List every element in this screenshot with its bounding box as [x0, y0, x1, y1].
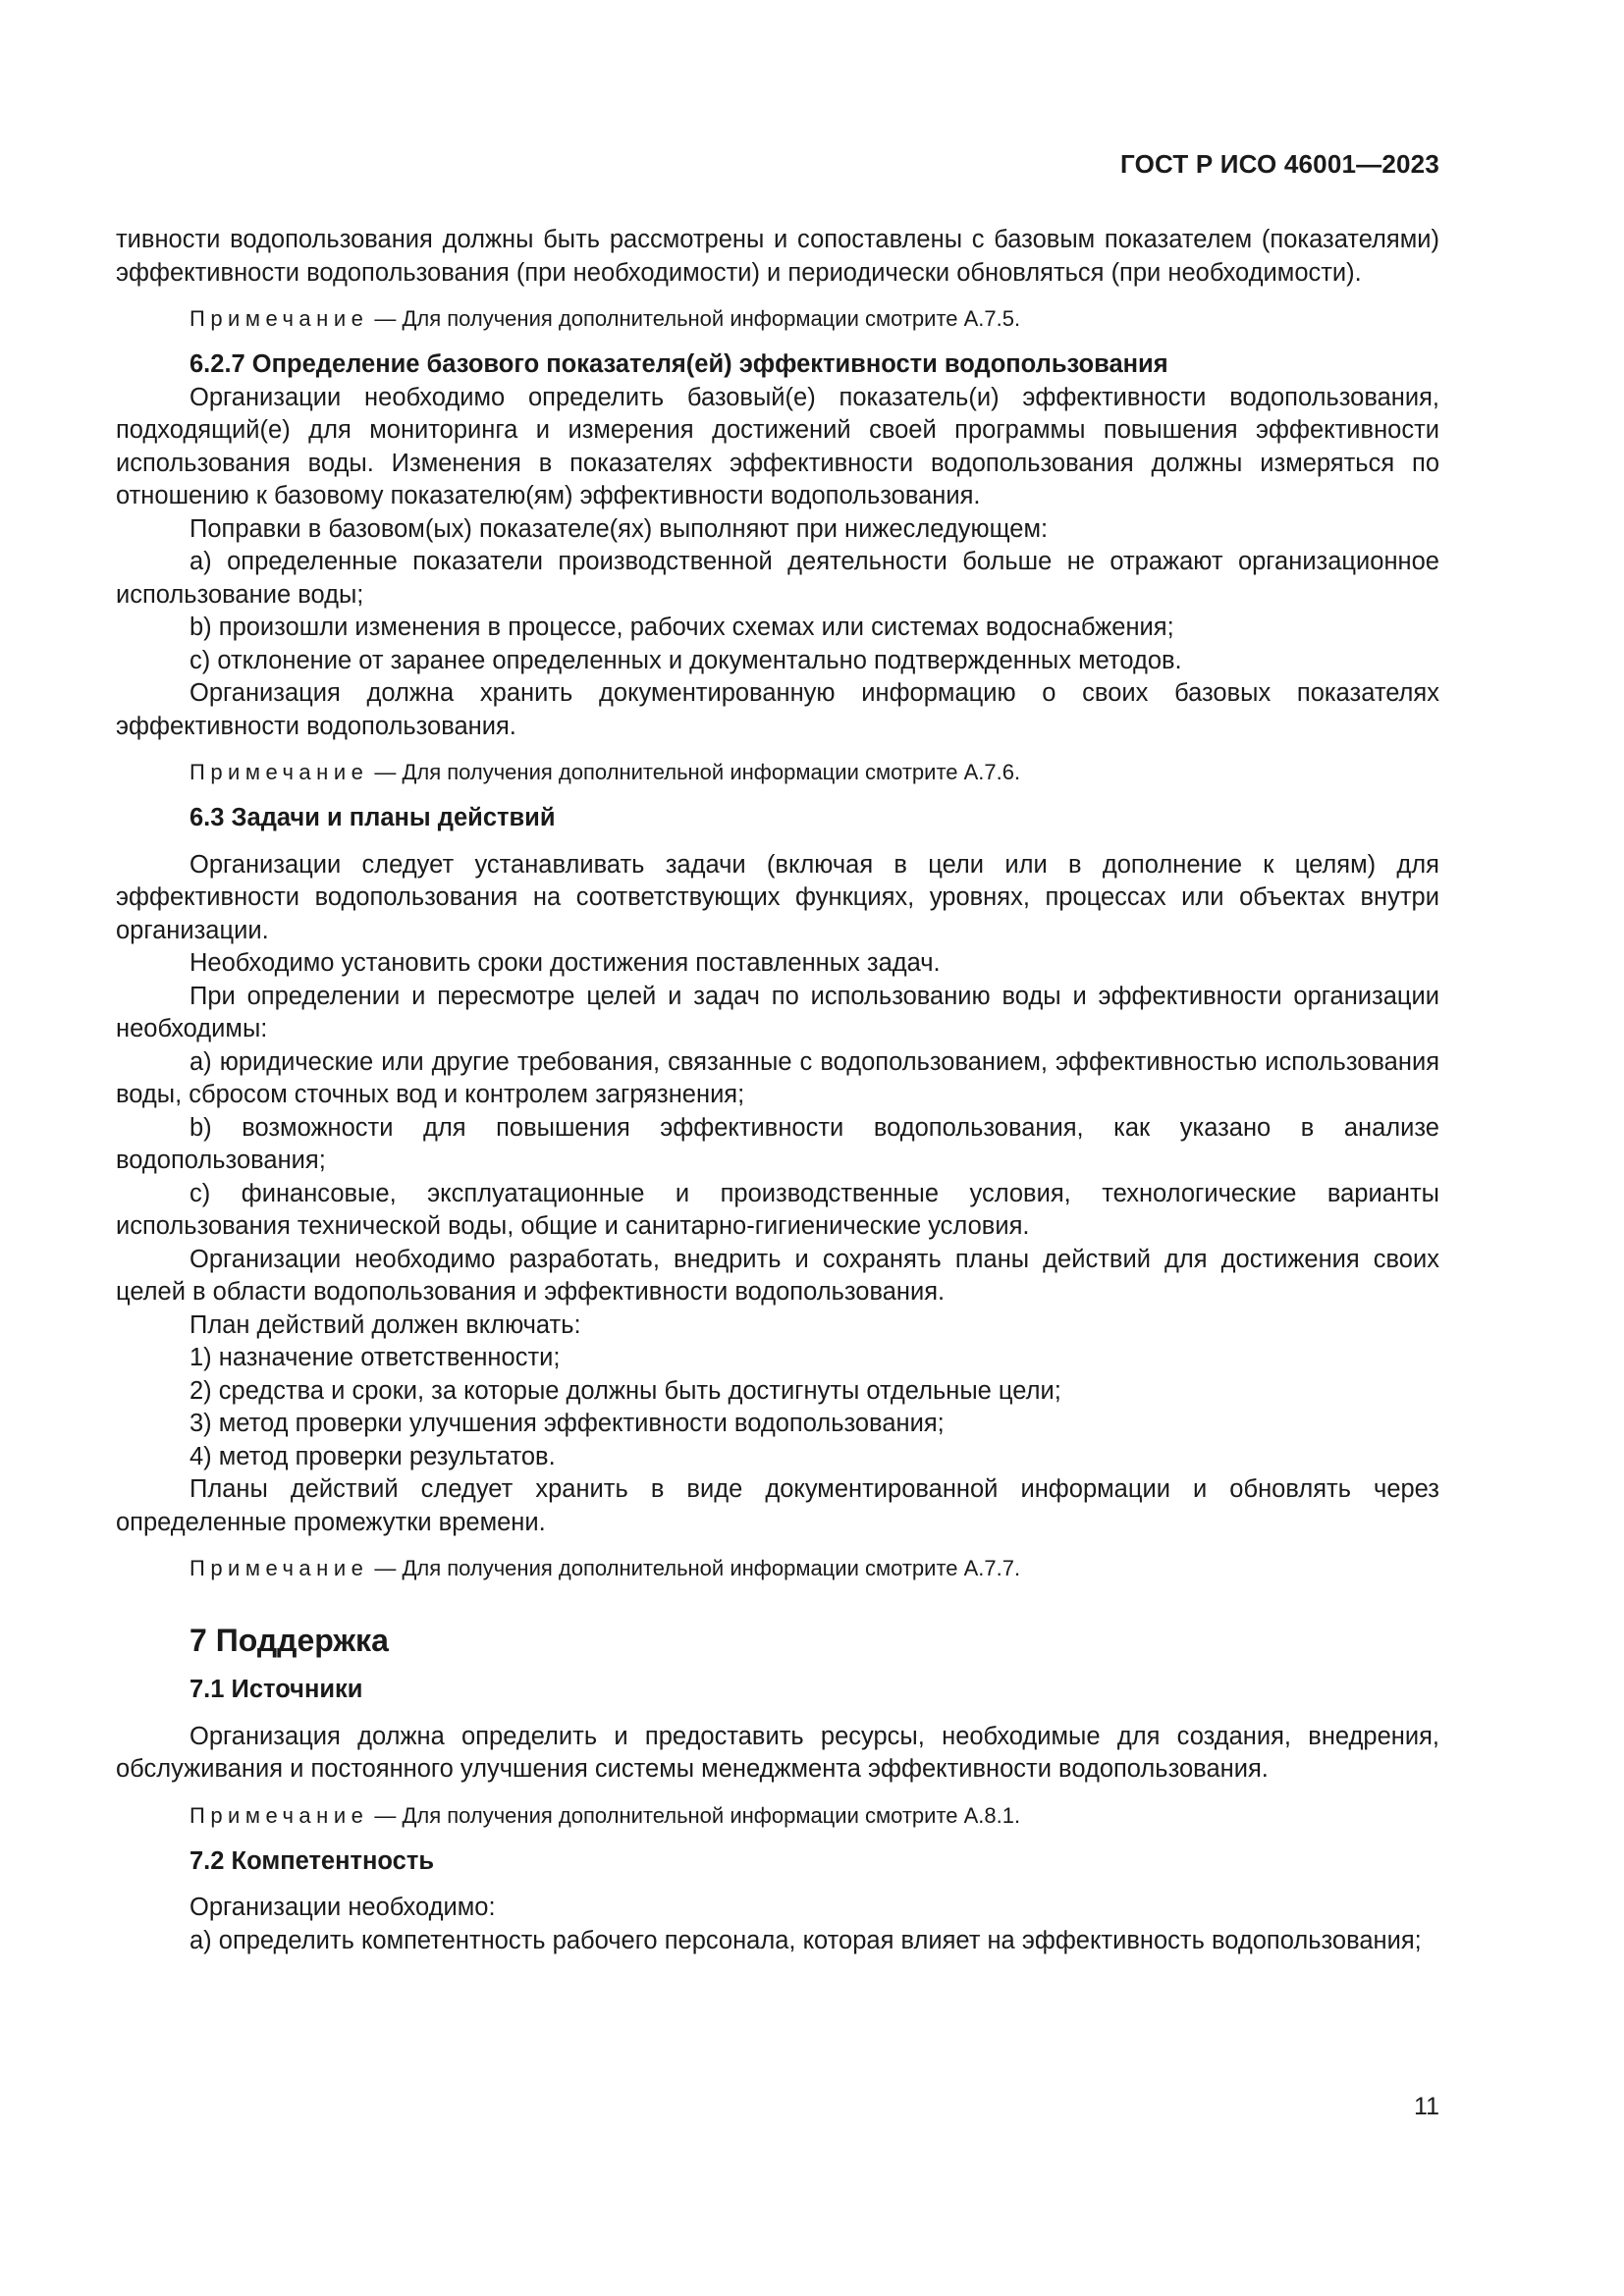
- list-item: b) произошли изменения в процессе, рабочих схемах или системах водоснабжения;: [189, 614, 1174, 641]
- list-item: b) возможности для повышения эффективности водопользования, как указано в анализе водопользования;: [116, 1113, 1439, 1174]
- list-item: a) определить компетентность рабочего персонала, которая влияет на эффективность водопользования;: [189, 1926, 1422, 1954]
- paragraph: Организация должна хранить документированную информацию о своих базовых показателях эффективности водопользования.: [116, 679, 1439, 740]
- note: [189, 1554, 1439, 1583]
- paragraph: Организация должна определить и предоставить ресурсы, необходимые для создания, внедрения, обслуживания и постоянного улучшения системы менеджмента эффективности водопользования.: [116, 1722, 1439, 1783]
- section-heading-6-2-7: 6.2.7 Определение базового показателя(ей) эффективности водопользования: [189, 350, 1168, 378]
- section-heading-7-2: 7.2 Компетентность: [189, 1846, 434, 1875]
- list-item: 4) метод проверки результатов.: [189, 1442, 556, 1470]
- note-text: — Для получения дополнительной информации смотрите А.7.5.: [374, 306, 1021, 331]
- paragraph: Организации необходимо:: [189, 1894, 496, 1921]
- page-content: [116, 224, 1439, 1957]
- note-label: Примечание: [189, 306, 369, 331]
- list-item: 2) средства и сроки, за которые должны быть достигнуты отдельные цели;: [189, 1376, 1061, 1405]
- paragraph: Организации следует устанавливать задачи (включая в цели или в дополнение к целям) для эффективности водопользования на соответствующих функциях, уровнях, процессах или объектах внутри организации.: [116, 850, 1439, 944]
- note: [189, 758, 1439, 787]
- note-label: Примечание: [189, 1556, 369, 1580]
- note-text: — Для получения дополнительной информации смотрите А.7.6.: [374, 760, 1021, 784]
- list-item: c) финансовые, эксплуатационные и производственные условия, технологические варианты использования технической воды, общие и санитарно-гигиенические условия.: [116, 1179, 1439, 1240]
- paragraph: Организации необходимо разработать, внедрить и сохранять планы действий для достижения своих целей в области водопользования и эффективности водопользования.: [116, 1245, 1439, 1306]
- list-item: c) отклонение от заранее определенных и документально подтвержденных методов.: [189, 646, 1182, 674]
- list-item: 1) назначение ответственности;: [189, 1344, 561, 1371]
- note-label: Примечание: [189, 760, 369, 784]
- intro-paragraph: тивности водопользования должны быть рассмотрены и сопоставлены с базовым показателем (показателями) эффективности водопользования (при необходимости) и периодически обновляться (при необходимости).: [116, 226, 1439, 287]
- section-heading-6-3: 6.3 Задачи и планы действий: [189, 804, 556, 831]
- paragraph: При определении и пересмотре целей и задач по использованию воды и эффективности организации необходимы:: [116, 982, 1439, 1042]
- list-item: 3) метод проверки улучшения эффективности водопользования;: [189, 1410, 945, 1437]
- page-number: 11: [1414, 2093, 1439, 2120]
- note-text: — Для получения дополнительной информации смотрите А.8.1.: [374, 1802, 1021, 1828]
- list-item: a) юридические или другие требования, связанные с водопользованием, эффективностью использования воды, сбросом сточных вод и контролем загрязнения;: [116, 1047, 1439, 1108]
- note-text: — Для получения дополнительной информации смотрите А.7.7.: [374, 1556, 1021, 1580]
- document-code-header: ГОСТ Р ИСО 46001—2023: [1119, 149, 1439, 179]
- note: [189, 1801, 1439, 1831]
- paragraph: Организации необходимо определить базовый(е) показатель(и) эффективности водопользования, подходящий(е) для мониторинга и измерения достижений своей программы повышения эффективности использования воды. Изменения в показателях эффективности водопользования должны измеряться по отношению к базовому показателю(ям) эффективности водопользования.: [116, 383, 1439, 509]
- paragraph: Необходимо установить сроки достижения поставленных задач.: [189, 949, 941, 977]
- section-heading-7: 7 Поддержка: [189, 1623, 389, 1658]
- list-item: a) определенные показатели производственной деятельности больше не отражают организационное использование воды;: [116, 548, 1439, 609]
- paragraph: Поправки в базовом(ых) показателе(ях) выполняют при нижеследующем:: [189, 514, 1049, 543]
- section-heading-7-1: 7.1 Источники: [189, 1676, 363, 1703]
- note: [189, 304, 1439, 334]
- paragraph: Планы действий следует хранить в виде документированной информации и обновлять через определенные промежутки времени.: [116, 1475, 1439, 1536]
- note-label: Примечание: [189, 1802, 369, 1828]
- paragraph: План действий должен включать:: [189, 1310, 581, 1339]
